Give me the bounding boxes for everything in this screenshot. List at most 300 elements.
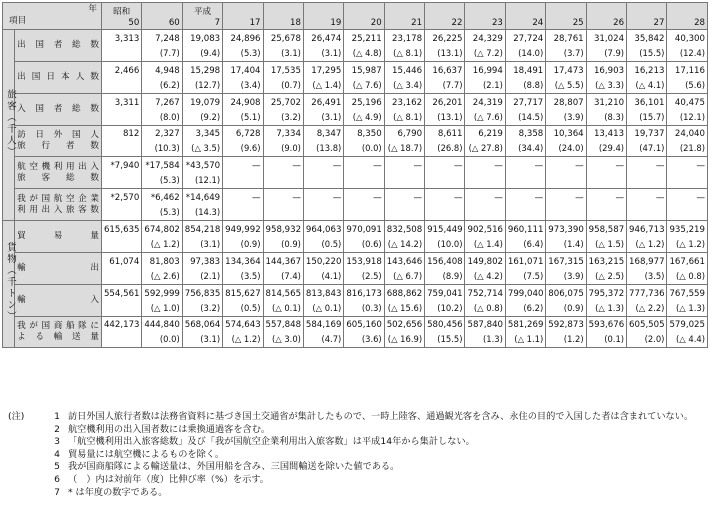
note-number: 4 — [54, 448, 60, 460]
data-cell — [263, 189, 303, 221]
data-cell — [505, 94, 545, 126]
year-value: 60 — [168, 18, 180, 28]
year-header-cell — [425, 3, 465, 30]
data-cell — [303, 126, 343, 157]
cell-change-rate: (△ 6.7) — [393, 270, 423, 281]
cell-value: 7,267 — [155, 97, 180, 108]
year-header-cell — [101, 3, 141, 30]
data-cell — [667, 189, 708, 221]
statistics-table — [2, 2, 708, 348]
cell-change-rate — [104, 237, 139, 251]
year-header-cell — [182, 3, 222, 30]
data-cell — [384, 94, 424, 126]
cell-value: — — [453, 192, 463, 203]
cell-change-rate: (4.1) — [321, 270, 342, 281]
cell-value: 81,803 — [149, 256, 180, 267]
cell-value: 156,408 — [427, 256, 463, 267]
row-label-line: よる輸送量 — [17, 332, 99, 342]
cell-change-rate: (△ 1.5) — [595, 238, 625, 249]
cell-change-rate — [306, 205, 341, 219]
data-cell — [142, 62, 182, 94]
data-cell — [101, 285, 141, 317]
cell-value: — — [373, 192, 382, 203]
cell-change-rate: (△ 1.1) — [514, 334, 544, 344]
cell-value: 17,404 — [230, 65, 261, 76]
data-cell — [546, 126, 586, 157]
cell-value: 946,713 — [629, 224, 665, 235]
data-cell — [182, 157, 222, 189]
cell-value: 3,311 — [114, 97, 140, 108]
cell-value: 153,918 — [346, 256, 382, 267]
cell-change-rate — [427, 205, 462, 219]
year-value: 24 — [532, 18, 544, 28]
data-cell — [384, 221, 424, 253]
cell-change-rate: (3.4) — [240, 79, 261, 90]
note-number: 5 — [54, 461, 60, 473]
data-cell — [465, 253, 505, 285]
data-cell — [627, 157, 667, 189]
cell-value: 15,987 — [351, 65, 382, 76]
cell-value: 688,862 — [386, 288, 423, 299]
cell-value: 26,225 — [432, 33, 463, 44]
data-cell — [101, 317, 141, 348]
row-label — [15, 285, 102, 317]
cell-change-rate: (5.3) — [240, 47, 261, 58]
row-label-line: 貿易量 — [17, 231, 99, 241]
cell-change-rate: (26.8) — [437, 143, 463, 153]
data-cell — [425, 62, 465, 94]
data-cell — [384, 285, 424, 317]
cell-change-rate: (△ 1.3) — [595, 302, 625, 313]
cell-value: 960,111 — [507, 224, 544, 235]
cell-value: 13,413 — [593, 129, 625, 139]
cell-change-rate: (24.0) — [558, 143, 584, 153]
cell-change-rate: (15.5) — [639, 47, 665, 58]
cell-change-rate: (2.0) — [644, 334, 665, 344]
cell-value: 40,475 — [674, 97, 705, 108]
cell-change-rate: (△ 14.2) — [387, 238, 423, 249]
cell-change-rate: (△ 1.2) — [676, 238, 705, 249]
cell-change-rate — [225, 205, 260, 219]
cell-change-rate: (13.8) — [316, 143, 342, 153]
table-row — [3, 253, 708, 285]
row-label — [15, 157, 102, 189]
cell-value: 40,300 — [674, 33, 705, 44]
cell-change-rate: (8.0) — [159, 111, 180, 122]
data-cell — [586, 221, 626, 253]
row-label-line: 我が国商船隊に — [17, 321, 99, 331]
data-cell — [546, 30, 586, 62]
cell-change-rate: (1.3) — [483, 334, 503, 344]
cell-change-rate: (△ 1.4) — [473, 238, 503, 249]
cell-change-rate — [306, 173, 341, 187]
data-cell — [425, 30, 465, 62]
cell-value: 167,315 — [548, 256, 584, 267]
cell-value: — — [655, 192, 665, 203]
cell-change-rate — [104, 205, 139, 219]
data-cell — [465, 285, 505, 317]
data-cell — [586, 94, 626, 126]
cell-value: 6,728 — [235, 129, 261, 139]
cell-value: 799,040 — [507, 288, 544, 299]
cell-change-rate: (△ 8.1) — [393, 47, 423, 58]
table-body — [3, 30, 708, 348]
year-value: 22 — [451, 18, 463, 28]
year-value: 27 — [653, 18, 665, 28]
cell-value: 592,999 — [144, 288, 180, 299]
cell-change-rate: (△ 1.4) — [312, 79, 342, 90]
data-cell — [505, 189, 545, 221]
data-cell — [223, 317, 263, 348]
note-text: 航空機利用の出入国者数には乗換通過客を含む。 — [68, 423, 271, 435]
cell-value: 593,676 — [588, 320, 625, 330]
note-head — [8, 436, 38, 449]
data-cell — [263, 253, 303, 285]
cell-value: 17,535 — [270, 65, 301, 76]
year-value: 21 — [411, 18, 423, 28]
data-cell — [303, 94, 343, 126]
note-text: 訪日外国人旅行者数は法務省資料に基づき国土交通省が集計したもので、一時上陸客、通過観光客を含み、永住の目的で入国した者は含まれていない。 — [68, 411, 694, 422]
data-cell — [384, 253, 424, 285]
cell-change-rate: (0.5) — [321, 238, 342, 249]
year-value: 19 — [330, 18, 342, 28]
row-label-line: 訪日外国人 — [17, 130, 99, 140]
cell-change-rate: (0.3) — [361, 302, 382, 313]
cell-change-rate: (△ 0.1) — [271, 302, 301, 313]
cell-value: 25,196 — [351, 97, 382, 108]
cell-change-rate — [104, 269, 139, 283]
cell-change-rate: (△ 15.6) — [387, 302, 423, 313]
data-cell — [142, 317, 182, 348]
cell-value: 161,071 — [507, 256, 544, 267]
cell-value: 584,169 — [305, 320, 342, 330]
data-cell — [425, 285, 465, 317]
data-cell — [303, 317, 343, 348]
cell-value: 26,491 — [311, 97, 342, 108]
data-cell — [465, 157, 505, 189]
cell-change-rate: (12.1) — [194, 174, 221, 185]
cell-value: 795,372 — [588, 288, 625, 299]
cell-change-rate — [669, 205, 705, 219]
cell-change-rate: (△ 1.2) — [231, 334, 261, 344]
cell-value: 19,083 — [190, 33, 221, 44]
note-head — [8, 487, 38, 500]
data-cell — [303, 157, 343, 189]
cell-value: 674,802 — [144, 224, 180, 235]
cell-value: 23,178 — [392, 33, 423, 44]
year-value: 28 — [694, 18, 705, 28]
cell-change-rate — [589, 173, 624, 187]
cell-change-rate: (△ 7.6) — [473, 111, 503, 122]
table-row — [3, 94, 708, 126]
cell-change-rate: (14.0) — [518, 47, 544, 58]
data-cell — [667, 157, 708, 189]
cell-change-rate — [104, 141, 139, 155]
data-cell — [465, 221, 505, 253]
note-text: 「航空機利用出入旅客総数」及び「我が国航空企業利用出入旅客数」は平成14年から集計しない。 — [68, 436, 475, 448]
data-cell — [142, 221, 182, 253]
cell-change-rate: (12.7) — [194, 79, 221, 90]
cell-change-rate: (34.4) — [518, 143, 544, 153]
cell-value: — — [534, 160, 544, 171]
data-cell — [586, 285, 626, 317]
note-head: (注) — [8, 411, 25, 422]
row-label-line: 旅行者数 — [17, 141, 99, 151]
cell-change-rate: (△ 4.1) — [635, 79, 665, 90]
data-cell — [101, 157, 141, 189]
row-label — [15, 126, 102, 157]
row-label-line: 輸出 — [17, 263, 99, 273]
cell-value: — — [292, 192, 301, 203]
year-header-cell — [586, 3, 626, 30]
cell-change-rate: (5.6) — [685, 79, 705, 90]
cell-change-rate: (13.1) — [437, 111, 463, 122]
data-cell — [627, 253, 667, 285]
note-text: 貿易量には航空機によるものを除く。 — [68, 448, 225, 460]
cell-value: 949,992 — [225, 224, 261, 235]
cell-change-rate: (△ 4.9) — [352, 111, 382, 122]
cell-change-rate — [104, 332, 139, 346]
data-cell — [505, 317, 545, 348]
cell-value: 10,364 — [553, 129, 584, 139]
cell-value: 149,802 — [467, 256, 504, 267]
year-header-cell — [263, 3, 303, 30]
cell-value: 19,079 — [190, 97, 221, 108]
data-cell — [505, 62, 545, 94]
data-cell — [142, 253, 182, 285]
cell-change-rate: (9.4) — [200, 47, 221, 58]
year-era: 昭和 — [113, 7, 131, 17]
note-number: 2 — [54, 423, 60, 435]
cell-value: 502,656 — [386, 320, 423, 330]
cell-change-rate: (7.7) — [159, 47, 180, 58]
note-number: 3 — [54, 436, 60, 448]
table-row — [3, 221, 708, 253]
cell-value: — — [453, 160, 463, 171]
cell-value: 767,559 — [669, 288, 705, 299]
cell-value: 24,040 — [674, 129, 705, 139]
cell-change-rate: (3.2) — [200, 302, 221, 313]
data-cell — [586, 253, 626, 285]
cell-value: — — [655, 160, 665, 171]
cell-change-rate: (△ 27.8) — [468, 143, 503, 153]
cell-value: 144,367 — [265, 256, 302, 267]
cell-change-rate: (△ 2.2) — [635, 302, 665, 313]
data-cell — [101, 94, 141, 126]
cell-change-rate: (△ 8.1) — [393, 111, 423, 122]
cell-change-rate: (△ 1.3) — [676, 302, 705, 313]
data-cell — [303, 285, 343, 317]
cell-value: — — [413, 160, 423, 171]
cell-value: 26,474 — [311, 33, 342, 44]
row-label-line: 我が国航空企業 — [17, 193, 99, 204]
cell-value: 97,383 — [190, 256, 221, 267]
cell-value: 16,994 — [472, 65, 503, 76]
cell-change-rate: (1.4) — [563, 238, 584, 249]
cell-change-rate: (△ 3.3) — [595, 79, 625, 90]
cell-change-rate: (0.6) — [361, 238, 382, 249]
cell-value: — — [575, 160, 584, 171]
data-cell — [142, 30, 182, 62]
data-cell — [101, 62, 141, 94]
cell-change-rate: (△ 1.2) — [150, 238, 180, 249]
cell-change-rate: (7.7) — [442, 79, 463, 90]
cell-change-rate — [467, 173, 502, 187]
data-cell — [667, 221, 708, 253]
year-era: 平成 — [193, 7, 212, 17]
note-item — [8, 474, 704, 487]
year-header-cell — [546, 3, 586, 30]
cell-change-rate: (△ 7.6) — [352, 79, 382, 90]
note-head — [8, 461, 38, 474]
data-cell — [465, 62, 505, 94]
cell-value: — — [696, 160, 705, 171]
year-header-cell — [344, 3, 384, 30]
data-cell — [384, 157, 424, 189]
cell-value: 568,064 — [184, 320, 221, 330]
cell-change-rate — [427, 173, 462, 187]
year-header-cell — [303, 3, 343, 30]
data-cell — [505, 30, 545, 62]
cell-value: 554,561 — [103, 288, 140, 299]
row-label-line: 航空機利用出入 — [17, 161, 99, 172]
cell-value: 815,627 — [225, 288, 261, 299]
cell-change-rate: (6.4) — [523, 238, 544, 249]
cell-value: 8,350 — [357, 129, 382, 139]
data-cell — [425, 189, 465, 221]
cell-change-rate: (8.3) — [604, 111, 625, 122]
cell-change-rate: (△ 1.2) — [635, 238, 665, 249]
cell-value: *43,570 — [185, 160, 221, 171]
year-value: 25 — [572, 18, 584, 28]
cell-change-rate: (0.9) — [240, 238, 261, 249]
data-cell — [142, 126, 182, 157]
cell-change-rate: (6.2) — [523, 302, 544, 313]
data-cell — [223, 221, 263, 253]
cell-value: 35,842 — [634, 33, 665, 44]
cell-value: 8,611 — [437, 129, 463, 139]
data-cell — [263, 126, 303, 157]
cell-change-rate: (9.6) — [240, 143, 261, 153]
cell-change-rate — [508, 173, 543, 187]
data-cell — [667, 30, 708, 62]
cell-value: 16,213 — [634, 65, 665, 76]
year-value: 18 — [289, 18, 301, 28]
data-cell — [667, 62, 708, 94]
data-cell — [303, 62, 343, 94]
data-cell — [223, 253, 263, 285]
header-row — [3, 3, 708, 30]
cell-value: 615,635 — [103, 224, 140, 235]
cell-change-rate — [387, 205, 422, 219]
year-value: 23 — [491, 18, 503, 28]
cell-change-rate — [104, 301, 139, 315]
row-label — [15, 253, 102, 285]
data-cell — [667, 126, 708, 157]
data-cell — [667, 285, 708, 317]
data-cell — [344, 253, 384, 285]
year-header-cell — [223, 3, 263, 30]
row-label-line: 旅客総数 — [17, 172, 99, 183]
data-cell — [182, 317, 222, 348]
cell-change-rate: (13.1) — [437, 47, 463, 58]
cell-change-rate: (△ 0.8) — [473, 302, 503, 313]
data-cell — [546, 285, 586, 317]
cell-value: 25,702 — [270, 97, 301, 108]
cell-change-rate — [629, 173, 664, 187]
cell-change-rate: (△ 4.4) — [676, 334, 705, 344]
table-row — [3, 126, 708, 157]
cell-value: — — [251, 192, 261, 203]
row-label — [15, 30, 102, 62]
cell-change-rate — [508, 205, 543, 219]
data-cell — [384, 62, 424, 94]
data-cell — [425, 126, 465, 157]
cell-change-rate: (0.1) — [604, 334, 625, 344]
data-cell — [344, 317, 384, 348]
year-value: 20 — [370, 18, 382, 28]
data-cell — [344, 30, 384, 62]
cell-change-rate: (6.2) — [159, 79, 180, 90]
year-value: 17 — [249, 18, 261, 28]
cell-change-rate: (0.9) — [281, 238, 301, 249]
data-cell — [344, 189, 384, 221]
data-cell — [223, 30, 263, 62]
row-label-line: 出国者総数 — [17, 40, 99, 50]
data-cell — [223, 62, 263, 94]
data-cell — [546, 253, 586, 285]
cell-value: 31,210 — [593, 97, 625, 108]
cell-value: 752,714 — [467, 288, 504, 299]
data-cell — [142, 157, 182, 189]
cell-value: — — [413, 192, 423, 203]
data-cell — [384, 126, 424, 157]
row-label — [15, 189, 102, 221]
cell-value: 759,041 — [427, 288, 463, 299]
cell-value: 19,737 — [634, 129, 665, 139]
cell-value: — — [494, 192, 503, 203]
data-cell — [465, 30, 505, 62]
data-cell — [223, 126, 263, 157]
cell-value: 964,063 — [305, 224, 342, 235]
row-label — [15, 221, 102, 253]
cell-change-rate: (△ 1.0) — [150, 302, 180, 313]
data-cell — [425, 157, 465, 189]
cell-value: *7,940 — [110, 160, 140, 171]
data-cell — [101, 189, 141, 221]
row-label — [15, 94, 102, 126]
header-item-label: 項目 — [9, 16, 27, 26]
cell-value: 592,873 — [548, 320, 584, 330]
data-cell — [344, 62, 384, 94]
data-cell — [263, 285, 303, 317]
cell-value: 816,173 — [346, 288, 382, 299]
cell-value: 581,269 — [507, 320, 544, 330]
cell-value: 580,456 — [427, 320, 463, 330]
data-cell — [101, 126, 141, 157]
cell-value: 18,491 — [513, 65, 544, 76]
data-cell — [546, 94, 586, 126]
header-year-label: 年 — [88, 4, 97, 14]
cell-change-rate: (21.8) — [679, 143, 705, 153]
data-cell — [263, 30, 303, 62]
cell-value: 8,347 — [316, 129, 342, 139]
cell-change-rate — [387, 173, 422, 187]
data-cell — [182, 126, 222, 157]
year-header-cell — [505, 3, 545, 30]
data-cell — [627, 285, 667, 317]
cell-value: 134,364 — [225, 256, 261, 267]
